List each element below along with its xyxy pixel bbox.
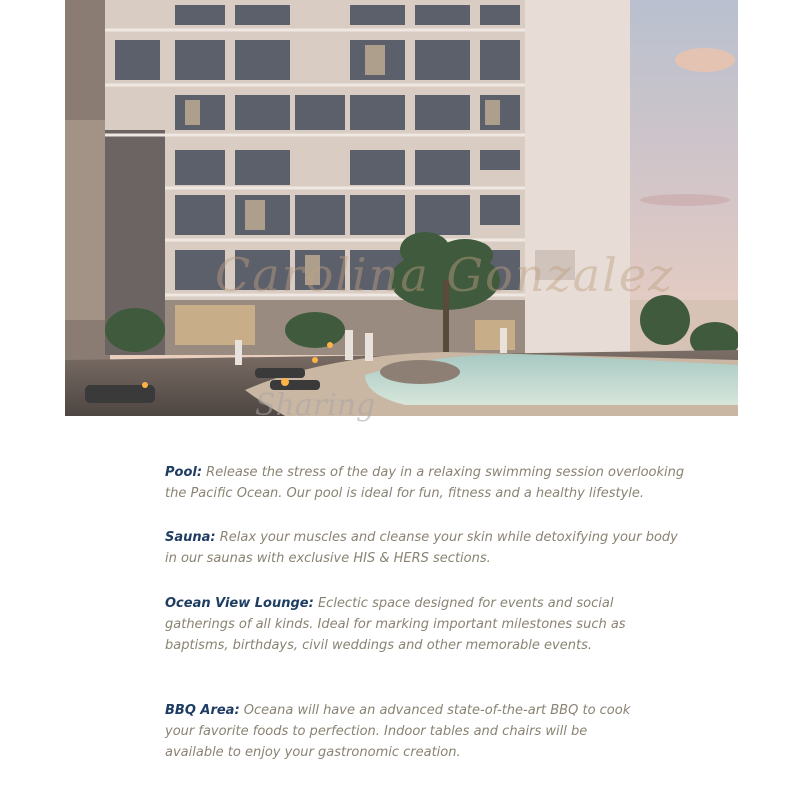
watermark-name: Carolina Gonzalez	[215, 248, 675, 302]
amenity-label: Sauna:	[165, 530, 216, 545]
amenity-label: Ocean View Lounge:	[165, 596, 314, 611]
building-rendering-image	[65, 0, 738, 416]
amenity-label: BBQ Area:	[165, 703, 240, 718]
amenity-sauna	[165, 527, 685, 569]
amenity-description: Relax your muscles and cleanse your skin while detoxifying your body in our saunas with exclusive HIS & HERS sections.	[165, 530, 678, 566]
amenity-description: Release the stress of the day in a relaxing swimming session overlooking the Pacific Ocean. Our pool is ideal for fun, fitness and a healthy lifestyle.	[165, 465, 685, 501]
amenity-description: Eclectic space designed for events and social gatherings of all kinds. Ideal for marking important milestones such as baptisms, birthdays, civil weddings and other memorable events.	[165, 596, 626, 653]
amenity-label: Pool:	[165, 465, 203, 480]
amenity-description: Oceana will have an advanced state-of-the-art BBQ to cook your favorite foods to perfection. Indoor tables and chairs will be available to enjoy your gastronomic creation.	[165, 703, 631, 760]
amenity-bbq-area	[165, 700, 635, 763]
building-illustration	[65, 0, 738, 416]
amenity-ocean-view-lounge	[165, 593, 635, 656]
amenity-pool	[165, 462, 685, 504]
watermark-sharing: Sharing	[255, 388, 376, 423]
